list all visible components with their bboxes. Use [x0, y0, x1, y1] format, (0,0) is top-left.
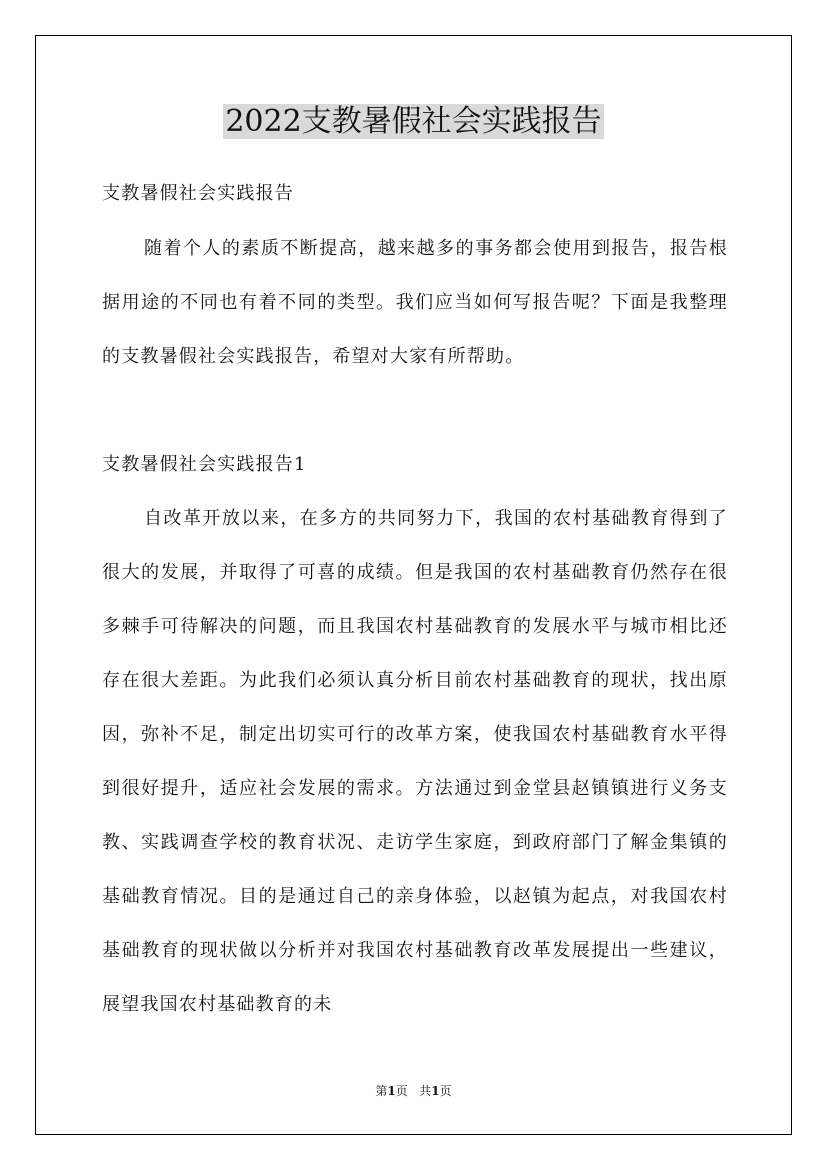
- footer-total-prefix: 共: [419, 1084, 432, 1098]
- footer-page-number: 1: [387, 1084, 396, 1098]
- intro-section: [102, 222, 728, 384]
- section-body: [102, 492, 728, 1032]
- document-subtitle: 支教暑假社会实践报告: [102, 183, 294, 204]
- footer-total-number: 1: [431, 1084, 440, 1098]
- section-heading: 支教暑假社会实践报告1: [102, 454, 307, 475]
- footer-total-suffix: 页: [439, 1084, 452, 1098]
- document-title-text: 2022支教暑假社会实践报告: [225, 104, 602, 139]
- footer-page-prefix: 第: [375, 1084, 388, 1098]
- document-title: [0, 100, 827, 144]
- section-paragraph: 自改革开放以来，在多方的共同努力下，我国的农村基础教育得到了很大的发展，并取得了可喜的成绩。但是我国的农村基础教育仍然存在很多棘手可待解决的问题，而且我国农村基础教育的发展水平与城市相比还存在很大差距。为此我们必须认真分析目前农村基础教育的现状，找出原因，弥补不足，制定出切实可行的改革方案，使我国农村基础教育水平得到很好提升，适应社会发展的需求。方法通过到金堂县赵镇镇进行义务支教、实践调查学校的教育状况、走访学生家庭，到政府部门了解金集镇的基础教育情况。目的是通过自己的亲身体验，以赵镇为起点，对我国农村基础教育的现状做以分析并对我国农村基础教育改革发展提出一些建议，展望我国农村基础教育的未: [102, 508, 728, 1015]
- intro-paragraph: 随着个人的素质不断提高，越来越多的事务都会使用到报告，报告根据用途的不同也有着不同的类型。我们应当如何写报告呢？下面是我整理的支教暑假社会实践报告，希望对大家有所帮助。: [102, 238, 728, 367]
- page-footer: [0, 1082, 827, 1100]
- footer-page-suffix: 页: [395, 1084, 408, 1098]
